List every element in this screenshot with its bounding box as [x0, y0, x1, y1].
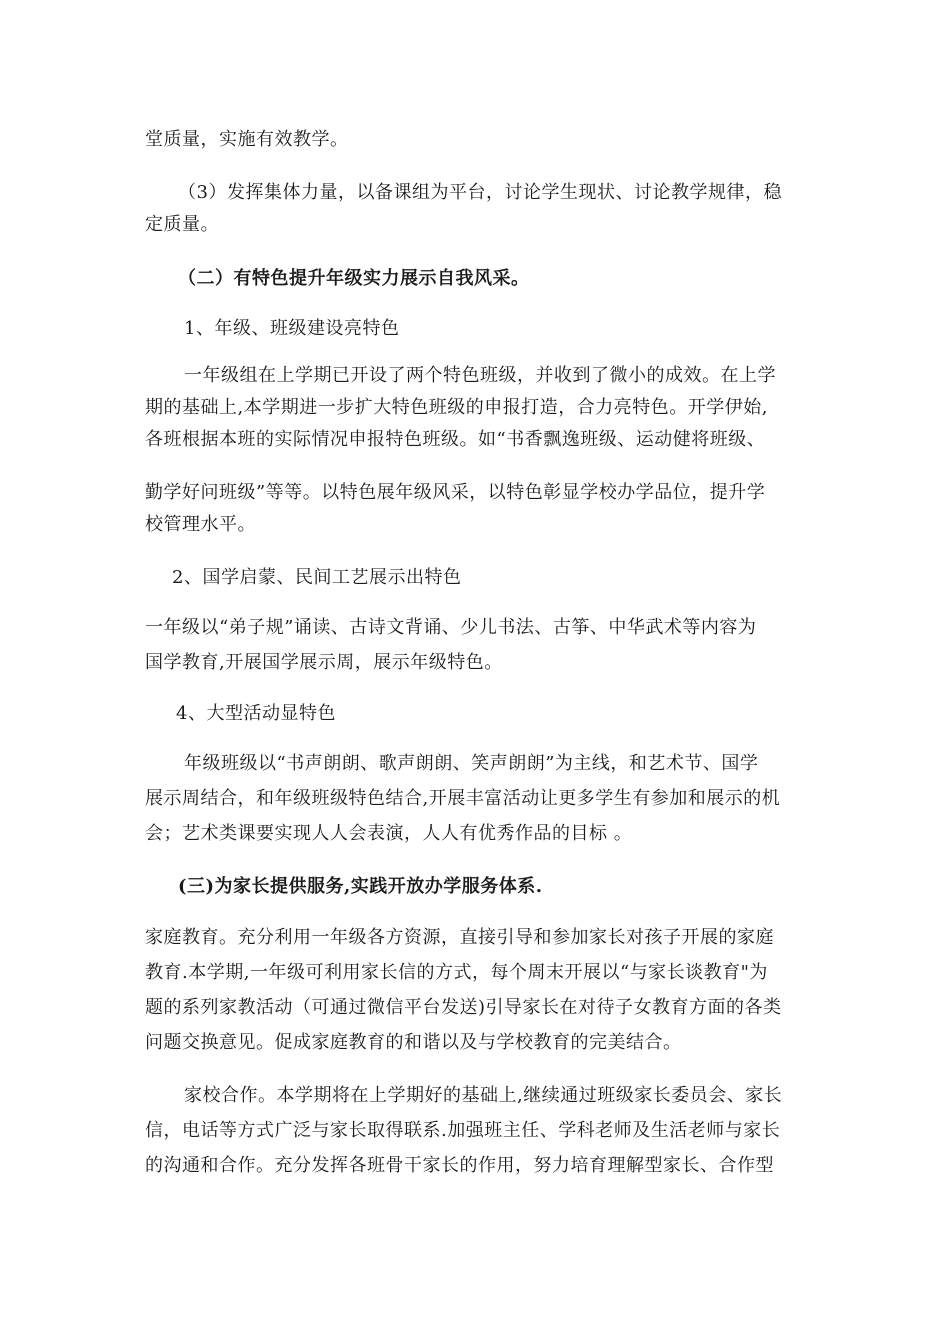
text-line: （3）发挥集体力量，以备课组为平台，讨论学生现状、讨论教学规律，稳: [178, 182, 782, 203]
text-line: 展示周结合，和年级班级特色结合,开展丰富活动让更多学生有参加和展示的机: [145, 788, 781, 809]
text-line: 家庭教育。充分利用一年级各方资源，直接引导和参加家长对孩子开展的家庭: [145, 927, 774, 948]
text-line: 信，电话等方式广泛与家长取得联系.加强班主任、学科老师及生活老师与家长: [145, 1120, 781, 1141]
text-line: 定质量。: [145, 214, 219, 235]
section-heading: (三)为家长提供服务,实践开放办学服务体系.: [178, 876, 543, 897]
text-line: 一年级组在上学期已开设了两个特色班级，并收到了微小的成效。在上学: [184, 365, 776, 386]
text-line: 问题交换意见。促成家庭教育的和谐以及与学校教育的完美结合。: [145, 1032, 682, 1053]
text-line: 题的系列家教活动（可通过微信平台发送)引导家长在对待子女教育方面的各类: [145, 997, 782, 1018]
text-line: 一年级以“弟子规”诵读、古诗文背诵、少儿书法、古筝、中华武术等内容为: [145, 617, 757, 638]
text-line: 校管理水平。: [145, 514, 256, 535]
subheading: 1、年级、班级建设亮特色: [184, 318, 400, 339]
subheading: 4、大型活动显特色: [176, 703, 336, 724]
text-line: 堂质量，实施有效教学。: [145, 129, 349, 150]
subheading: 2、国学启蒙、民间工艺展示出特色: [172, 567, 462, 588]
text-line: 的沟通和合作。充分发挥各班骨干家长的作用，努力培育理解型家长、合作型: [145, 1155, 774, 1176]
section-heading: （二）有特色提升年级实力展示自我风采。: [178, 268, 530, 289]
text-line: 各班根据本班的实际情况申报特色班级。如“书香飘逸班级、运动健将班级、: [145, 429, 766, 450]
text-line: 年级班级以“书声朗朗、歌声朗朗、笑声朗朗”为主线，和艺术节、国学: [184, 753, 759, 774]
text-line: 国学教育,开展国学展示周，展示年级特色。: [145, 652, 503, 673]
text-line: 会；艺术类课要实现人人会表演，人人有优秀作品的目标 。: [145, 823, 633, 844]
text-line: 勤学好问班级”等等。以特色展年级风采，以特色彰显学校办学品位，提升学: [145, 482, 766, 503]
text-line: 期的基础上,本学期进一步扩大特色班级的申报打造，合力亮特色。开学伊始,: [145, 397, 768, 418]
text-line: 家校合作。本学期将在上学期好的基础上,继续通过班级家长委员会、家长: [184, 1085, 783, 1106]
text-line: 教育.本学期,一年级可利用家长信的方式，每个周末开展以“与家长谈教育"为: [145, 962, 768, 983]
